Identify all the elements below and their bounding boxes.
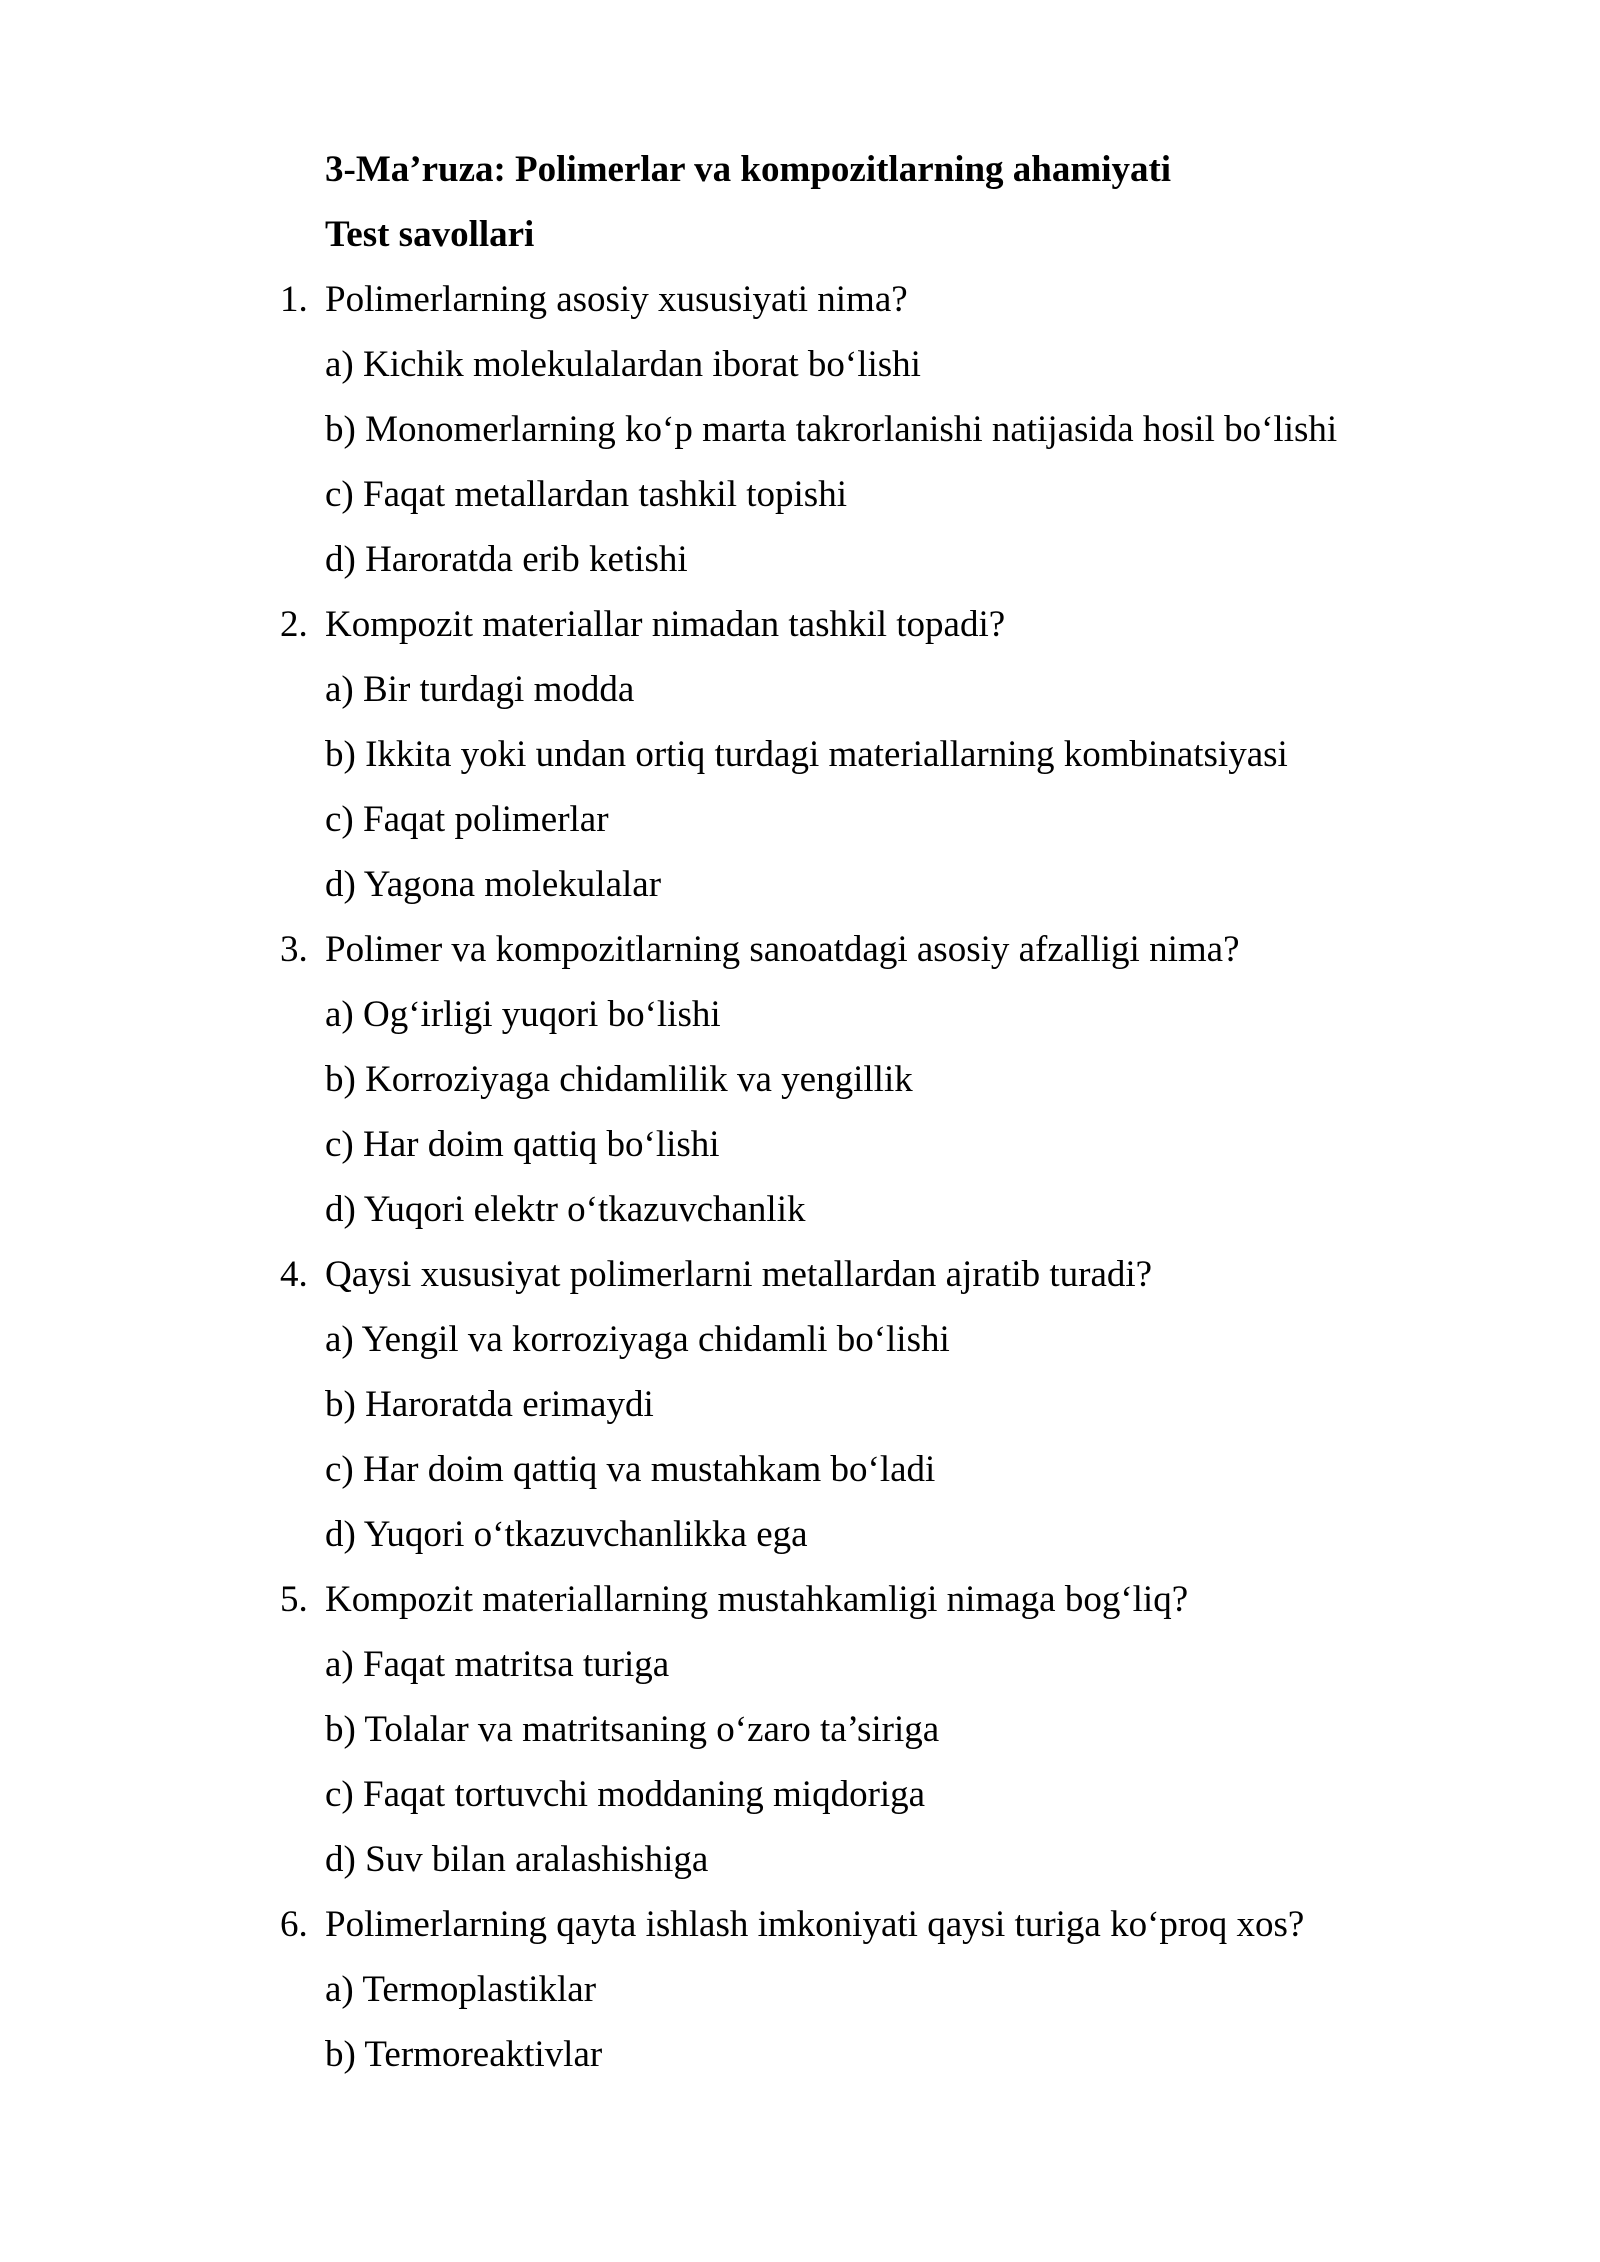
option-item: c) Faqat tortuvchi moddaning miqdoriga [325,1774,926,1815]
question-number: 4. [280,1254,308,1295]
option-item: c) Har doim qattiq bo‘lishi [325,1124,720,1165]
option-line [0,1827,1600,1892]
option-item: d) Yagona molekulalar [325,864,662,905]
question-line [0,1892,1600,1957]
question-text: Polimerlarning asosiy xususiyati nima? [325,279,908,320]
option-line [0,1762,1600,1827]
option-line [0,462,1600,527]
question-number: 5. [280,1579,308,1620]
question-line [0,917,1600,982]
title-line [0,137,1600,202]
option-line [0,1502,1600,1567]
option-item: c) Faqat metallardan tashkil topishi [325,474,847,515]
option-item: b) Termoreaktivlar [325,2034,603,2075]
question-text: Qaysi xususiyat polimerlarni metallardan ajratib turadi? [325,1254,1153,1295]
option-line [0,982,1600,1047]
question-text: Polimerlarning qayta ishlash imkoniyati qaysi turiga ko‘proq xos? [325,1904,1305,1945]
question-number: 1. [280,279,308,320]
document-content [0,137,1600,2087]
option-line [0,397,1600,462]
option-item: d) Yuqori o‘tkazuvchanlikka ega [325,1514,808,1555]
option-line [0,657,1600,722]
option-item: b) Korroziyaga chidamlilik va yengillik [325,1059,913,1100]
option-item: d) Yuqori elektr o‘tkazuvchanlik [325,1189,806,1230]
option-item: b) Ikkita yoki undan ortiq turdagi materiallarning kombinatsiyasi [325,734,1288,775]
option-line [0,1372,1600,1437]
question-text: Kompozit materiallar nimadan tashkil topadi? [325,604,1006,645]
option-item: b) Haroratda erimaydi [325,1384,654,1425]
document-subtitle: Test savollari [325,214,535,255]
option-line [0,1047,1600,1112]
option-line [0,1957,1600,2022]
option-item: c) Faqat polimerlar [325,799,609,840]
option-item: b) Tolalar va matritsaning o‘zaro ta’siriga [325,1709,940,1750]
question-line [0,592,1600,657]
option-line [0,722,1600,787]
option-line [0,1307,1600,1372]
option-item: a) Faqat matritsa turiga [325,1644,670,1685]
question-text: Polimer va kompozitlarning sanoatdagi asosiy afzalligi nima? [325,929,1240,970]
option-line [0,1112,1600,1177]
option-item: b) Monomerlarning ko‘p marta takrorlanishi natijasida hosil bo‘lishi [325,409,1338,450]
option-item: c) Har doim qattiq va mustahkam bo‘ladi [325,1449,936,1490]
option-line [0,1632,1600,1697]
option-item: a) Yengil va korroziyaga chidamli bo‘lishi [325,1319,950,1360]
question-line [0,267,1600,332]
question-number: 2. [280,604,308,645]
question-line [0,1567,1600,1632]
option-line [0,1177,1600,1242]
option-line [0,332,1600,397]
subtitle-line [0,202,1600,267]
question-text: Kompozit materiallarning mustahkamligi nimaga bog‘liq? [325,1579,1189,1620]
option-item: a) Kichik molekulalardan iborat bo‘lishi [325,344,921,385]
option-line [0,787,1600,852]
option-line [0,2022,1600,2087]
question-line [0,1242,1600,1307]
option-line [0,1697,1600,1762]
question-number: 3. [280,929,308,970]
option-item: d) Suv bilan aralashishiga [325,1839,709,1880]
option-item: d) Haroratda erib ketishi [325,539,688,580]
option-item: a) Bir turdagi modda [325,669,635,710]
question-number: 6. [280,1904,308,1945]
document-title: 3-Ma’ruza: Polimerlar va kompozitlarning ahamiyati [325,149,1172,190]
option-item: a) Termoplastiklar [325,1969,597,2010]
option-line [0,852,1600,917]
option-item: a) Og‘irligi yuqori bo‘lishi [325,994,721,1035]
option-line [0,1437,1600,1502]
option-line [0,527,1600,592]
